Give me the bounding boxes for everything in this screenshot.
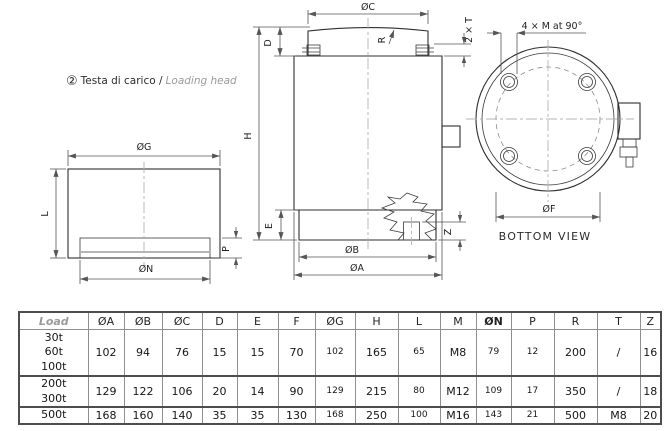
load-cell-side-view bbox=[243, 2, 475, 280]
loading-head-side-view bbox=[40, 142, 242, 284]
dim-label-og: ØG bbox=[136, 142, 152, 153]
table-row bbox=[19, 376, 661, 407]
value-cell: M16 bbox=[440, 407, 476, 424]
dim-label-z: Z bbox=[443, 228, 454, 236]
value-cell: 122 bbox=[124, 376, 162, 407]
thread-hole-section bbox=[382, 193, 436, 245]
header-cell: M bbox=[440, 312, 476, 330]
value-cell: 65 bbox=[398, 330, 440, 377]
header-cell: L bbox=[398, 312, 440, 330]
dim-label-2t: 2 × T bbox=[464, 17, 475, 43]
value-cell: 35 bbox=[202, 407, 237, 424]
value-cell: 130 bbox=[278, 407, 315, 424]
value-cell: 14 bbox=[237, 376, 278, 407]
value-cell: 106 bbox=[162, 376, 202, 407]
value-cell: 250 bbox=[355, 407, 398, 424]
value-cell: 79 bbox=[476, 330, 511, 377]
value-cell: 12 bbox=[511, 330, 554, 377]
header-cell: T bbox=[597, 312, 640, 330]
value-cell: 102 bbox=[88, 330, 124, 377]
value-cell: M8 bbox=[440, 330, 476, 377]
caption-italian: Testa di carico / bbox=[80, 75, 163, 87]
bolt-hole bbox=[501, 148, 518, 165]
value-cell: 20 bbox=[202, 376, 237, 407]
load-cell-bottom-view bbox=[466, 21, 640, 243]
header-cell: R bbox=[554, 312, 597, 330]
value-cell: 90 bbox=[278, 376, 315, 407]
value-cell: 500 bbox=[554, 407, 597, 424]
value-cell: 35 bbox=[237, 407, 278, 424]
load-cell-sizes: 30t 60t 100t bbox=[19, 330, 88, 377]
value-cell: 140 bbox=[162, 407, 202, 424]
value-cell: 168 bbox=[315, 407, 355, 424]
header-cell: D bbox=[202, 312, 237, 330]
header-cell: Load bbox=[19, 312, 88, 330]
value-cell: 94 bbox=[124, 330, 162, 377]
value-cell: 350 bbox=[554, 376, 597, 407]
value-cell: 15 bbox=[237, 330, 278, 377]
value-cell: 109 bbox=[476, 376, 511, 407]
value-cell: 20 bbox=[640, 407, 661, 424]
circled-2-marker: ② bbox=[66, 74, 78, 89]
dim-label-oc: ØC bbox=[360, 2, 376, 13]
dim-label-on: ØN bbox=[138, 264, 154, 275]
dim-label-of: ØF bbox=[542, 204, 556, 215]
cable-connector-side bbox=[442, 126, 460, 147]
header-cell: ØN bbox=[476, 312, 511, 330]
dim-label-oa: ØA bbox=[350, 263, 364, 274]
load-cell-sizes: 200t 300t bbox=[19, 376, 88, 407]
dim-label-e: E bbox=[264, 222, 275, 230]
header-cell: ØB bbox=[124, 312, 162, 330]
header-cell: ØA bbox=[88, 312, 124, 330]
value-cell: 100 bbox=[398, 407, 440, 424]
value-cell: 165 bbox=[355, 330, 398, 377]
load-cell-sizes: 500t bbox=[19, 407, 88, 424]
table-header-row bbox=[19, 312, 661, 330]
value-cell: 76 bbox=[162, 330, 202, 377]
table-row bbox=[19, 407, 661, 424]
dim-label-h: H bbox=[243, 132, 254, 140]
header-cell: ØG bbox=[315, 312, 355, 330]
table-row bbox=[19, 330, 661, 377]
dimension-table bbox=[18, 311, 662, 425]
dim-label-r: R bbox=[377, 36, 388, 44]
bolt-hole bbox=[579, 74, 596, 91]
value-cell: 215 bbox=[355, 376, 398, 407]
value-cell: 80 bbox=[398, 376, 440, 407]
top-thread-hole-left bbox=[302, 45, 320, 55]
value-cell: 16 bbox=[640, 330, 661, 377]
header-cell: Z bbox=[640, 312, 661, 330]
header-cell: F bbox=[278, 312, 315, 330]
value-cell: / bbox=[597, 376, 640, 407]
caption-english: Loading head bbox=[165, 75, 237, 87]
value-cell: 143 bbox=[476, 407, 511, 424]
value-cell: M8 bbox=[597, 407, 640, 424]
dim-label-l: L bbox=[40, 211, 51, 217]
value-cell: 129 bbox=[315, 376, 355, 407]
bottom-view-label: BOTTOM VIEW bbox=[498, 230, 592, 243]
dim-label-d: D bbox=[263, 39, 274, 47]
value-cell: M12 bbox=[440, 376, 476, 407]
value-cell: 18 bbox=[640, 376, 661, 407]
value-cell: 129 bbox=[88, 376, 124, 407]
dim-label-4m: 4 × M at 90° bbox=[521, 21, 583, 32]
value-cell: 200 bbox=[554, 330, 597, 377]
cable-connector-bottom bbox=[618, 103, 640, 167]
top-thread-hole-right bbox=[416, 45, 434, 55]
value-cell: 17 bbox=[511, 376, 554, 407]
header-cell: P bbox=[511, 312, 554, 330]
value-cell: 21 bbox=[511, 407, 554, 424]
value-cell: 102 bbox=[315, 330, 355, 377]
value-cell: 168 bbox=[88, 407, 124, 424]
value-cell: 15 bbox=[202, 330, 237, 377]
dim-label-ob: ØB bbox=[345, 245, 359, 256]
bolt-hole bbox=[579, 148, 596, 165]
header-cell: ØC bbox=[162, 312, 202, 330]
bolt-hole bbox=[501, 74, 518, 91]
dim-label-p: P bbox=[221, 246, 232, 252]
value-cell: 70 bbox=[278, 330, 315, 377]
header-cell: H bbox=[355, 312, 398, 330]
value-cell: / bbox=[597, 330, 640, 377]
value-cell: 160 bbox=[124, 407, 162, 424]
header-cell: E bbox=[237, 312, 278, 330]
